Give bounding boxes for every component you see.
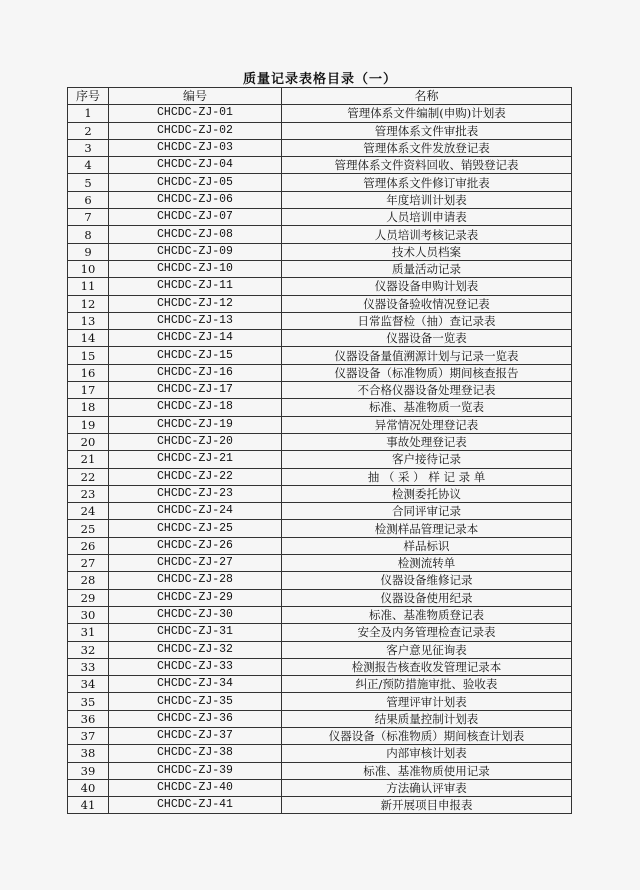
row-seq: 3 bbox=[68, 139, 109, 156]
row-seq: 11 bbox=[68, 278, 109, 295]
row-seq: 31 bbox=[68, 624, 109, 641]
table-row bbox=[68, 364, 572, 381]
row-seq: 23 bbox=[68, 485, 109, 502]
row-code: CHCDC-ZJ-24 bbox=[109, 503, 282, 520]
row-code: CHCDC-ZJ-17 bbox=[109, 382, 282, 399]
row-name: 年度培训计划表 bbox=[282, 191, 572, 208]
row-name: 不合格仪器设备处理登记表 bbox=[282, 382, 572, 399]
table-row bbox=[68, 226, 572, 243]
row-seq: 14 bbox=[68, 330, 109, 347]
row-code: CHCDC-ZJ-06 bbox=[109, 191, 282, 208]
table-row bbox=[68, 727, 572, 744]
table-row bbox=[68, 399, 572, 416]
row-name: 管理评审计划表 bbox=[282, 693, 572, 710]
records-table bbox=[67, 87, 572, 814]
row-seq: 34 bbox=[68, 676, 109, 693]
table-row bbox=[68, 693, 572, 710]
row-name: 检测流转单 bbox=[282, 555, 572, 572]
row-code: CHCDC-ZJ-29 bbox=[109, 589, 282, 606]
row-name: 异常情况处理登记表 bbox=[282, 416, 572, 433]
table-row bbox=[68, 555, 572, 572]
row-seq: 22 bbox=[68, 468, 109, 485]
row-code: CHCDC-ZJ-39 bbox=[109, 762, 282, 779]
row-seq: 39 bbox=[68, 762, 109, 779]
table-header-row bbox=[68, 88, 572, 105]
table-row bbox=[68, 157, 572, 174]
row-seq: 25 bbox=[68, 520, 109, 537]
row-seq: 35 bbox=[68, 693, 109, 710]
row-name: 质量活动记录 bbox=[282, 260, 572, 277]
row-code: CHCDC-ZJ-01 bbox=[109, 105, 282, 122]
row-name: 内部审核计划表 bbox=[282, 745, 572, 762]
row-seq: 38 bbox=[68, 745, 109, 762]
table-row bbox=[68, 537, 572, 554]
table-row bbox=[68, 295, 572, 312]
row-code: CHCDC-ZJ-13 bbox=[109, 312, 282, 329]
row-code: CHCDC-ZJ-25 bbox=[109, 520, 282, 537]
row-code: CHCDC-ZJ-14 bbox=[109, 330, 282, 347]
row-seq: 13 bbox=[68, 312, 109, 329]
row-name: 仪器设备验收情况登记表 bbox=[282, 295, 572, 312]
row-code: CHCDC-ZJ-11 bbox=[109, 278, 282, 295]
row-seq: 33 bbox=[68, 658, 109, 675]
table-row bbox=[68, 174, 572, 191]
row-name: 客户接待记录 bbox=[282, 451, 572, 468]
row-seq: 16 bbox=[68, 364, 109, 381]
row-code: CHCDC-ZJ-31 bbox=[109, 624, 282, 641]
table-row bbox=[68, 710, 572, 727]
row-code: CHCDC-ZJ-34 bbox=[109, 676, 282, 693]
row-code: CHCDC-ZJ-08 bbox=[109, 226, 282, 243]
table-row bbox=[68, 520, 572, 537]
row-code: CHCDC-ZJ-20 bbox=[109, 433, 282, 450]
row-name: 新开展项目申报表 bbox=[282, 797, 572, 814]
row-code: CHCDC-ZJ-41 bbox=[109, 797, 282, 814]
row-seq: 18 bbox=[68, 399, 109, 416]
table-row bbox=[68, 278, 572, 295]
row-seq: 30 bbox=[68, 606, 109, 623]
row-name: 事故处理登记表 bbox=[282, 433, 572, 450]
row-code: CHCDC-ZJ-02 bbox=[109, 122, 282, 139]
table-row bbox=[68, 658, 572, 675]
page-title: 质量记录表格目录（一） bbox=[242, 72, 397, 87]
table-row bbox=[68, 589, 572, 606]
table-row bbox=[68, 451, 572, 468]
row-seq: 4 bbox=[68, 157, 109, 174]
table-row bbox=[68, 347, 572, 364]
row-seq: 36 bbox=[68, 710, 109, 727]
row-seq: 7 bbox=[68, 209, 109, 226]
table-row bbox=[68, 503, 572, 520]
table-row bbox=[68, 416, 572, 433]
row-seq: 8 bbox=[68, 226, 109, 243]
row-name: 仪器设备一览表 bbox=[282, 330, 572, 347]
row-code: CHCDC-ZJ-23 bbox=[109, 485, 282, 502]
row-name: 样品标识 bbox=[282, 537, 572, 554]
row-name: 仪器设备（标准物质）期间核查计划表 bbox=[282, 727, 572, 744]
table-row bbox=[68, 606, 572, 623]
row-seq: 26 bbox=[68, 537, 109, 554]
row-seq: 6 bbox=[68, 191, 109, 208]
row-code: CHCDC-ZJ-19 bbox=[109, 416, 282, 433]
row-name: 人员培训申请表 bbox=[282, 209, 572, 226]
row-name: 标准、基准物质一览表 bbox=[282, 399, 572, 416]
row-seq: 2 bbox=[68, 122, 109, 139]
row-code: CHCDC-ZJ-38 bbox=[109, 745, 282, 762]
row-code: CHCDC-ZJ-22 bbox=[109, 468, 282, 485]
row-seq: 40 bbox=[68, 779, 109, 796]
row-code: CHCDC-ZJ-18 bbox=[109, 399, 282, 416]
header-code: 编号 bbox=[109, 88, 282, 105]
row-seq: 24 bbox=[68, 503, 109, 520]
row-name: 检测样品管理记录本 bbox=[282, 520, 572, 537]
row-seq: 1 bbox=[68, 105, 109, 122]
row-name: 标准、基准物质登记表 bbox=[282, 606, 572, 623]
row-name: 仪器设备量值溯源计划与记录一览表 bbox=[282, 347, 572, 364]
table-row bbox=[68, 330, 572, 347]
table-row bbox=[68, 260, 572, 277]
row-name: 人员培训考核记录表 bbox=[282, 226, 572, 243]
row-name: 检测委托协议 bbox=[282, 485, 572, 502]
row-name: 日常监督检（抽）查记录表 bbox=[282, 312, 572, 329]
row-seq: 10 bbox=[68, 260, 109, 277]
row-code: CHCDC-ZJ-37 bbox=[109, 727, 282, 744]
row-name: 仪器设备使用纪录 bbox=[282, 589, 572, 606]
table-row bbox=[68, 641, 572, 658]
table-row bbox=[68, 762, 572, 779]
row-name: 管理体系文件发放登记表 bbox=[282, 139, 572, 156]
table-row bbox=[68, 191, 572, 208]
row-seq: 5 bbox=[68, 174, 109, 191]
table-row bbox=[68, 485, 572, 502]
header-name: 名称 bbox=[282, 88, 572, 105]
table-row bbox=[68, 122, 572, 139]
row-code: CHCDC-ZJ-30 bbox=[109, 606, 282, 623]
row-code: CHCDC-ZJ-33 bbox=[109, 658, 282, 675]
table-row bbox=[68, 312, 572, 329]
row-name: 合同评审记录 bbox=[282, 503, 572, 520]
table-row bbox=[68, 139, 572, 156]
row-name: 安全及内务管理检查记录表 bbox=[282, 624, 572, 641]
row-code: CHCDC-ZJ-28 bbox=[109, 572, 282, 589]
table-row bbox=[68, 433, 572, 450]
row-seq: 32 bbox=[68, 641, 109, 658]
row-code: CHCDC-ZJ-12 bbox=[109, 295, 282, 312]
row-name: 结果质量控制计划表 bbox=[282, 710, 572, 727]
row-code: CHCDC-ZJ-32 bbox=[109, 641, 282, 658]
row-seq: 29 bbox=[68, 589, 109, 606]
row-name: 仪器设备（标准物质）期间核查报告 bbox=[282, 364, 572, 381]
row-code: CHCDC-ZJ-04 bbox=[109, 157, 282, 174]
row-code: CHCDC-ZJ-15 bbox=[109, 347, 282, 364]
row-name: 方法确认评审表 bbox=[282, 779, 572, 796]
table-row bbox=[68, 779, 572, 796]
row-seq: 12 bbox=[68, 295, 109, 312]
row-code: CHCDC-ZJ-40 bbox=[109, 779, 282, 796]
row-seq: 20 bbox=[68, 433, 109, 450]
row-name: 标准、基准物质使用记录 bbox=[282, 762, 572, 779]
row-code: CHCDC-ZJ-27 bbox=[109, 555, 282, 572]
row-name: 检测报告核查收发管理记录本 bbox=[282, 658, 572, 675]
table-row bbox=[68, 468, 572, 485]
row-seq: 19 bbox=[68, 416, 109, 433]
row-name: 管理体系文件审批表 bbox=[282, 122, 572, 139]
row-name: 技术人员档案 bbox=[282, 243, 572, 260]
table-row bbox=[68, 382, 572, 399]
row-seq: 41 bbox=[68, 797, 109, 814]
row-name: 抽 （ 采 ） 样 记 录 单 bbox=[282, 468, 572, 485]
table-row bbox=[68, 105, 572, 122]
row-name: 纠正/预防措施审批、验收表 bbox=[282, 676, 572, 693]
row-code: CHCDC-ZJ-16 bbox=[109, 364, 282, 381]
row-seq: 15 bbox=[68, 347, 109, 364]
row-seq: 21 bbox=[68, 451, 109, 468]
row-code: CHCDC-ZJ-36 bbox=[109, 710, 282, 727]
header-seq: 序号 bbox=[68, 88, 109, 105]
table-row bbox=[68, 243, 572, 260]
row-seq: 9 bbox=[68, 243, 109, 260]
row-name: 仪器设备申购计划表 bbox=[282, 278, 572, 295]
table-row bbox=[68, 624, 572, 641]
table-body bbox=[68, 105, 572, 814]
row-code: CHCDC-ZJ-35 bbox=[109, 693, 282, 710]
row-name: 管理体系文件资料回收、销毁登记表 bbox=[282, 157, 572, 174]
row-code: CHCDC-ZJ-09 bbox=[109, 243, 282, 260]
row-name: 管理体系文件编制(申购)计划表 bbox=[282, 105, 572, 122]
row-code: CHCDC-ZJ-05 bbox=[109, 174, 282, 191]
row-code: CHCDC-ZJ-07 bbox=[109, 209, 282, 226]
row-code: CHCDC-ZJ-03 bbox=[109, 139, 282, 156]
table-row bbox=[68, 797, 572, 814]
row-name: 客户意见征询表 bbox=[282, 641, 572, 658]
row-code: CHCDC-ZJ-10 bbox=[109, 260, 282, 277]
row-code: CHCDC-ZJ-21 bbox=[109, 451, 282, 468]
table-row bbox=[68, 745, 572, 762]
table-row bbox=[68, 209, 572, 226]
row-seq: 17 bbox=[68, 382, 109, 399]
row-name: 管理体系文件修订审批表 bbox=[282, 174, 572, 191]
row-name: 仪器设备维修记录 bbox=[282, 572, 572, 589]
row-code: CHCDC-ZJ-26 bbox=[109, 537, 282, 554]
table-row bbox=[68, 572, 572, 589]
row-seq: 27 bbox=[68, 555, 109, 572]
table-row bbox=[68, 676, 572, 693]
row-seq: 37 bbox=[68, 727, 109, 744]
row-seq: 28 bbox=[68, 572, 109, 589]
